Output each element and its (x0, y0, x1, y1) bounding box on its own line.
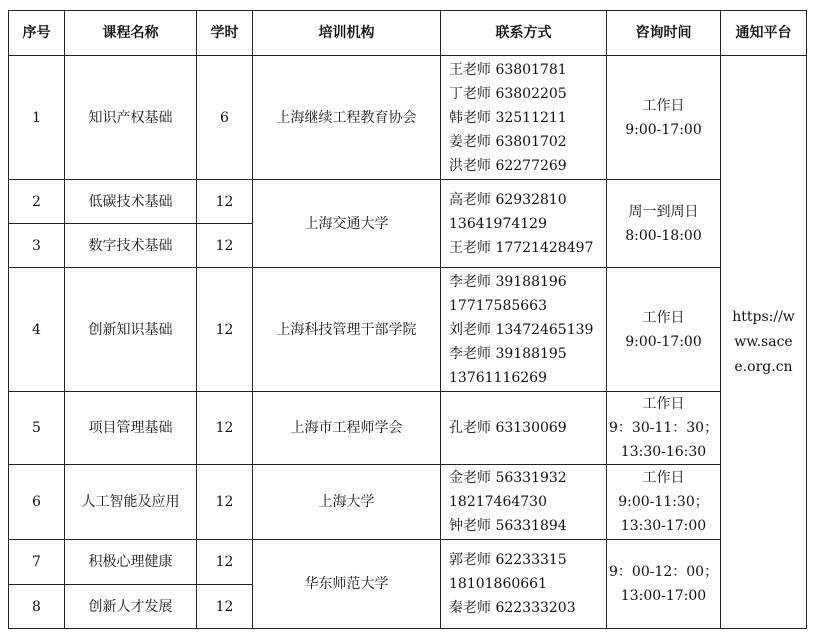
time-line: 工作日 (642, 309, 685, 326)
row-course: 积极心理健康 (65, 540, 197, 585)
row-org: 上海交通大学 (253, 180, 441, 268)
contact-line: 王老师 63801781 (449, 61, 567, 78)
table-row (9, 180, 807, 224)
row-org: 上海继续工程教育协会 (253, 56, 441, 180)
contact-line: 18101860661 (449, 576, 547, 592)
contact-line: 钟老师 56331894 (449, 518, 567, 534)
row-time (607, 465, 721, 540)
row-hours: 12 (197, 465, 253, 540)
table-row (9, 56, 807, 180)
row-hours: 12 (197, 180, 253, 224)
time-line: 9:00-17:00 (625, 333, 702, 350)
contact-line: 李老师 39188196 (449, 273, 567, 290)
row-course: 低碳技术基础 (65, 180, 197, 224)
contact-line: 13761116269 (449, 369, 547, 386)
time-line: 工作日 (642, 396, 685, 412)
row-time (607, 268, 721, 392)
time-line: 9:00-17:00 (625, 121, 702, 138)
row-course: 创新人才发展 (65, 585, 197, 629)
header-course: 课程名称 (65, 11, 197, 56)
row-contact (441, 56, 607, 180)
row-no: 2 (9, 180, 65, 224)
contact-line: 王老师 17721428497 (449, 239, 594, 256)
header-time: 咨询时间 (607, 11, 721, 56)
row-contact (441, 465, 607, 540)
row-time (607, 540, 721, 629)
row-contact (441, 268, 607, 392)
time-line: 工作日 (642, 97, 685, 114)
row-hours: 12 (197, 268, 253, 392)
contact-line: 秦老师 622333203 (449, 600, 576, 616)
time-line: 8:00-18:00 (625, 227, 702, 244)
header-hours: 学时 (197, 11, 253, 56)
time-line: 13:30-16:30 (620, 444, 707, 460)
row-time (607, 180, 721, 268)
row-hours: 12 (197, 224, 253, 268)
row-course: 项目管理基础 (65, 392, 197, 465)
table-header-row (9, 11, 807, 56)
row-no: 8 (9, 585, 65, 629)
header-platform: 通知平台 (721, 11, 807, 56)
contact-line: 刘老师 13472465139 (449, 321, 594, 338)
contact-line: 韩老师 32511211 (449, 109, 567, 126)
row-no: 5 (9, 392, 65, 465)
contact-line: 孔老师 63130069 (449, 420, 567, 436)
contact-line: 郭老师 62233315 (449, 552, 567, 568)
row-no: 3 (9, 224, 65, 268)
table-row (9, 540, 807, 585)
row-course: 知识产权基础 (65, 56, 197, 180)
contact-line: 丁老师 63802205 (449, 85, 567, 102)
course-table (8, 10, 807, 629)
contact-line: 姜老师 63801702 (449, 133, 567, 150)
row-course: 创新知识基础 (65, 268, 197, 392)
row-org: 上海大学 (253, 465, 441, 540)
time-line: 工作日 (642, 470, 685, 486)
time-line: 9：30-11：30； (609, 420, 719, 436)
row-no: 6 (9, 465, 65, 540)
row-org: 华东师范大学 (253, 540, 441, 629)
table-row (9, 268, 807, 392)
row-time (607, 392, 721, 465)
row-hours: 12 (197, 540, 253, 585)
row-no: 7 (9, 540, 65, 585)
header-org: 培训机构 (253, 11, 441, 56)
table-row (9, 392, 807, 465)
contact-line: 李老师 39188195 (449, 345, 567, 362)
row-no: 1 (9, 56, 65, 180)
contact-line: 金老师 56331932 (449, 470, 567, 486)
header-no: 序号 (9, 11, 65, 56)
contact-line: 洪老师 62277269 (449, 157, 567, 174)
time-line: 13:00-17:00 (620, 588, 707, 604)
contact-line: 18217464730 (449, 494, 547, 510)
row-no: 4 (9, 268, 65, 392)
time-line: 9：00-12：00； (609, 564, 719, 580)
row-hours: 12 (197, 585, 253, 629)
row-hours: 12 (197, 392, 253, 465)
row-contact (441, 180, 607, 268)
time-line: 13:30-17:00 (620, 518, 707, 534)
time-line: 9:00-11:30； (618, 494, 709, 510)
contact-line: 高老师 62932810 (449, 191, 567, 208)
row-org: 上海科技管理干部学院 (253, 268, 441, 392)
row-hours: 6 (197, 56, 253, 180)
time-line: 周一到周日 (628, 203, 699, 220)
row-contact (441, 540, 607, 629)
row-contact (441, 392, 607, 465)
header-contact: 联系方式 (441, 11, 607, 56)
contact-line: 17717585663 (449, 297, 547, 314)
row-course: 人工智能及应用 (65, 465, 197, 540)
table-row (9, 465, 807, 540)
row-org: 上海市工程师学会 (253, 392, 441, 465)
row-time (607, 56, 721, 180)
row-course: 数字技术基础 (65, 224, 197, 268)
platform-cell: https://www.sacee.org.cn (721, 56, 807, 629)
contact-line: 13641974129 (449, 215, 547, 232)
